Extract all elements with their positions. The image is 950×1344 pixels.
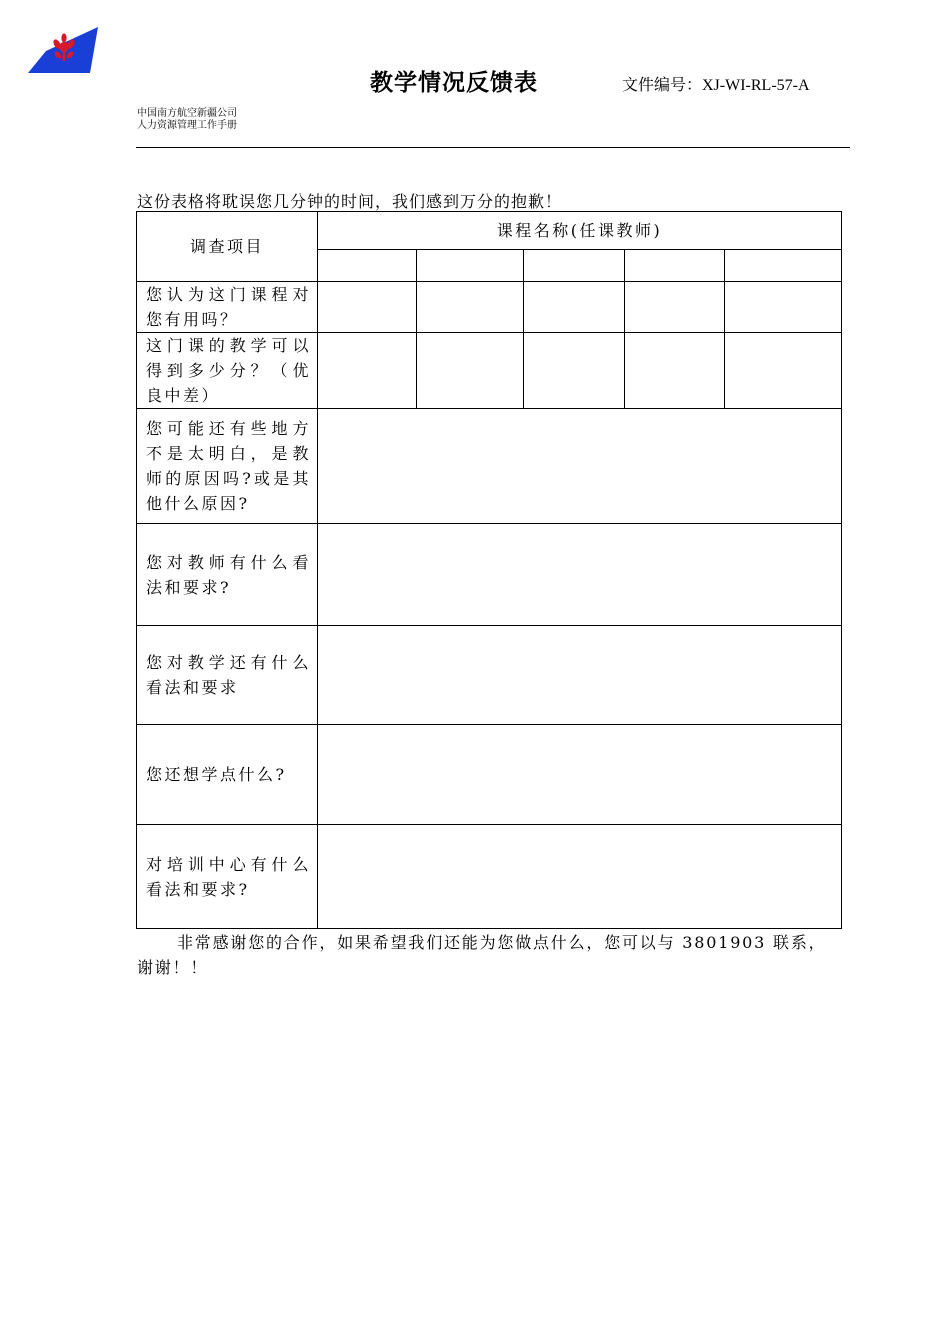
answer-area[interactable] <box>318 725 842 825</box>
company-line-2: 人力资源管理工作手册 <box>137 120 237 131</box>
intro-text: 这份表格将耽误您几分钟的时间，我们感到万分的抱歉！ <box>137 192 563 211</box>
course-name-header: 课程名称(任课教师) <box>318 212 842 250</box>
feedback-table <box>136 211 842 929</box>
answer-cell[interactable] <box>318 282 417 333</box>
course-name-cell[interactable] <box>524 250 625 282</box>
answer-area[interactable] <box>318 825 842 929</box>
answer-cell[interactable] <box>725 333 842 409</box>
question-want-to-learn: 您还想学点什么? <box>137 725 318 825</box>
answer-area[interactable] <box>318 626 842 725</box>
answer-cell[interactable] <box>318 333 417 409</box>
answer-area[interactable] <box>318 524 842 626</box>
question-usefulness: 您认为这门课程对您有用吗？ <box>137 282 318 333</box>
answer-cell[interactable] <box>625 282 725 333</box>
answer-cell[interactable] <box>725 282 842 333</box>
company-logo <box>28 27 98 73</box>
course-name-cell[interactable] <box>725 250 842 282</box>
question-training-center: 对培训中心有什么看法和要求? <box>137 825 318 929</box>
answer-area[interactable] <box>318 409 842 524</box>
question-unclear-points: 您可能还有些地方不是太明白，是教师的原因吗?或是其他什么原因? <box>137 409 318 524</box>
answer-cell[interactable] <box>524 282 625 333</box>
course-name-cell[interactable] <box>318 250 417 282</box>
question-score: 这门课的教学可以得到多少分？（优良中差） <box>137 333 318 409</box>
thanks-text: 非常感谢您的合作，如果希望我们还能为您做点什么，您可以与 3801903 联系，谢谢！！ <box>137 933 827 977</box>
question-teacher-opinion: 您对教师有什么看法和要求? <box>137 524 318 626</box>
answer-cell[interactable] <box>524 333 625 409</box>
header-divider <box>136 147 850 148</box>
company-line-1: 中国南方航空新疆公司 <box>137 108 237 119</box>
document-number: 文件编号：XJ-WI-RL-57-A <box>622 77 810 94</box>
question-teaching-opinion: 您对教学还有什么看法和要求 <box>137 626 318 725</box>
answer-cell[interactable] <box>417 282 524 333</box>
course-name-cell[interactable] <box>625 250 725 282</box>
answer-cell[interactable] <box>417 333 524 409</box>
survey-item-header: 调查项目 <box>137 212 318 282</box>
page-title: 教学情况反馈表 <box>370 70 538 96</box>
course-name-cell[interactable] <box>417 250 524 282</box>
answer-cell[interactable] <box>625 333 725 409</box>
company-name <box>137 108 237 132</box>
